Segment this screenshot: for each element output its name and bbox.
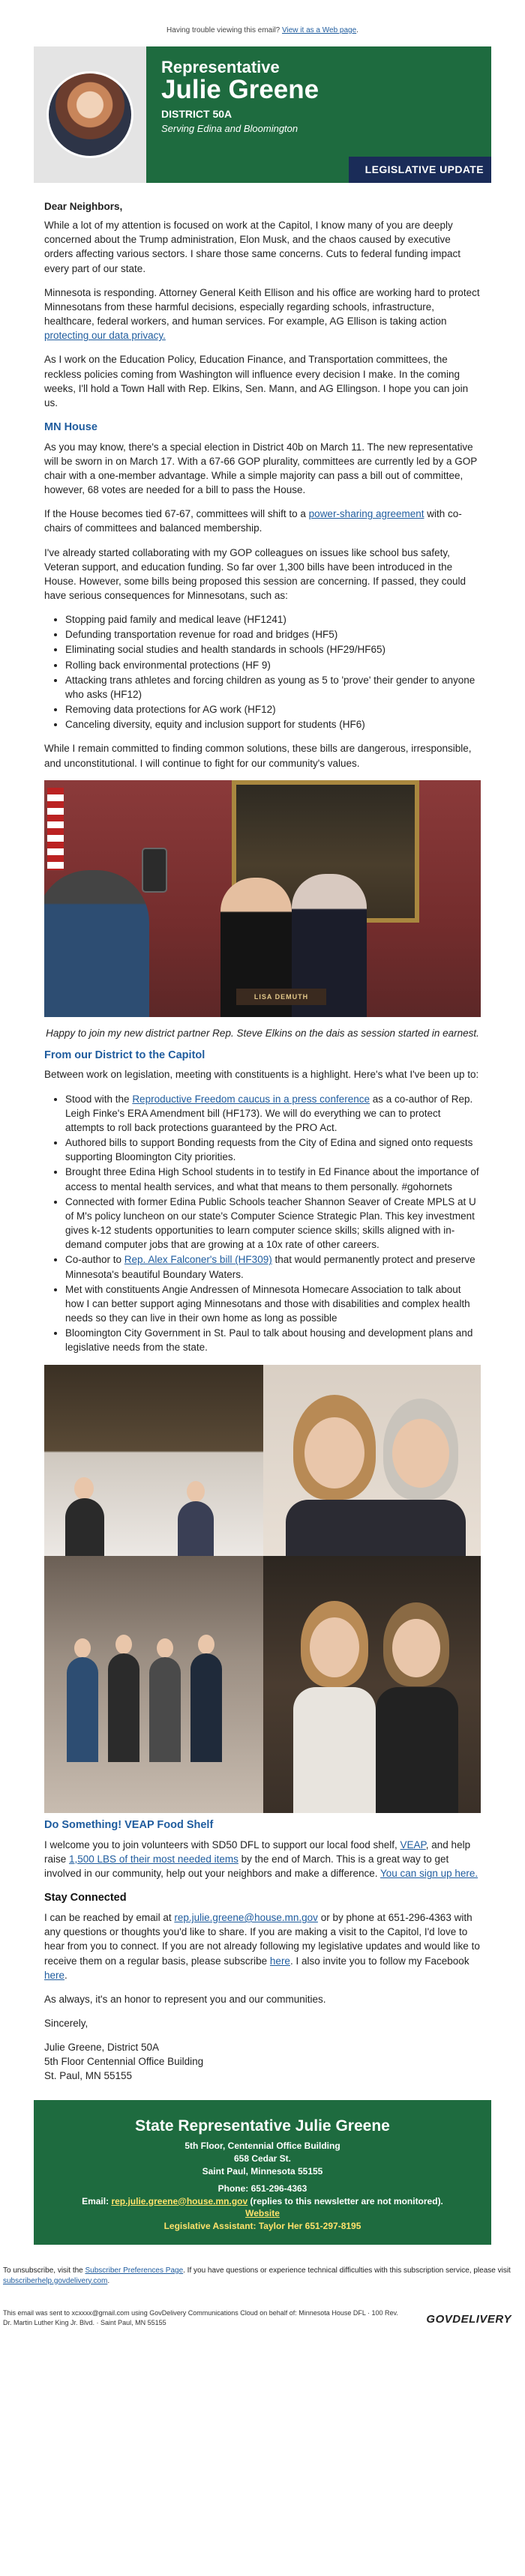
mn-house-heading: MN House	[44, 421, 98, 434]
list-item: • Stood with the Reproductive Freedom caucus in a press conference as a co-author of Rep. Leigh Finke's ERA Amendment bill (HF173). We will do everything we can to protect attempts to roll back protections guaranteed by the PRO Act.	[65, 1092, 481, 1135]
person-shape	[376, 1687, 458, 1813]
dais-photo	[44, 780, 481, 1017]
selfie-photo	[263, 1365, 481, 1556]
district-heading: From our District to the Capitol	[44, 1049, 206, 1061]
footer-phone: Phone: 651-296-4363	[218, 2183, 308, 2194]
person-shape	[67, 1657, 98, 1762]
header-portrait-panel	[34, 46, 146, 183]
facebook-here-link[interactable]: here	[44, 1969, 65, 1981]
contact-footer	[34, 2100, 491, 2245]
hearing-room-photo	[44, 1365, 263, 1556]
face-shape	[198, 1635, 214, 1654]
intro-paragraph-3: As I work on the Education Policy, Education Finance, and Transportation committees, the reckless policies coming from Washington will influence every decision I make. In the coming weeks, I'll hold a Town Hall with Rep. Elkins, Sen. Mann, and AG Ellingson. I hope you can join us.	[44, 354, 469, 408]
sender-footer	[0, 2286, 525, 2328]
newsletter-frame	[34, 46, 491, 2245]
photographer-shape	[44, 870, 149, 1017]
face-shape	[187, 1481, 205, 1502]
footer-address-line: 658 Cedar St.	[233, 2153, 292, 2165]
speaker-nameplate: LISA DEMUTH	[236, 989, 326, 1005]
greeting: Dear Neighbors,	[44, 201, 123, 212]
list-item: • Attacking trans athletes and forcing children as young as 5 to 'prove' their gender to anyone who asks (HF12)	[65, 673, 481, 702]
signature-block	[44, 2040, 481, 2083]
bills-list	[65, 612, 481, 732]
closing-paragraph: As always, it's an honor to represent you and our communities.	[44, 1993, 326, 2005]
list-item: • Eliminating social studies and health standards in schools (HF29/HF65)	[65, 642, 481, 657]
face-shape	[392, 1419, 449, 1488]
subscribe-here-link[interactable]: here	[269, 1955, 290, 1967]
list-item: • Connected with former Edina Public Schools teacher Shannon Seaver of Create MPLS at U of M's policy luncheon on our state's Computer Science Strategic Plan. This key investment gives k-12 students opportunities to learn computer science skills; skills aligned with in-demand computer jobs that are growing at a 10x rate of other careers.	[65, 1195, 481, 1252]
legislative-update-badge: LEGISLATIVE UPDATE	[349, 157, 491, 183]
header-name: Julie Greene	[161, 75, 320, 105]
portrait-photo	[46, 71, 134, 158]
footer-title: State Representative Julie Greene	[135, 2117, 390, 2135]
data-privacy-link[interactable]: protecting our data privacy.	[44, 330, 166, 342]
press-conference-link[interactable]: Reproductive Freedom caucus in a press conference	[132, 1093, 370, 1105]
list-item: • Bloomington City Government in St. Paul to talk about housing and development plans and legislative needs from the state.	[65, 1326, 481, 1354]
list-item: • Authored bills to support Bonding requests from the City of Edina and signed onto requests supporting Bloomington City priorities.	[65, 1135, 481, 1164]
signature-line: 5th Floor Centennial Office Building	[44, 2056, 204, 2068]
veap-paragraph: I welcome you to join volunteers with SD50 DFL to support our local food shelf, VEAP, and help raise 1,500 LBS of their most needed items by the end of March. This is a great way to get involved in our community, help out your neighbors and make a difference. You can sign up here.	[44, 1839, 478, 1880]
face-shape	[116, 1635, 132, 1654]
stay-connected-paragraph: I can be reached by email at rep.julie.greene@house.mn.gov or by phone at 651-296-4363 with any questions or thoughts you'd like to share. If you are making a visit to the Capitol, I'd love to hear from you to connect. If you are not already following my legislative updates and would like to receive them on a regular basis, please subscribe here. I also invite you to follow my Facebook here.	[44, 1912, 480, 1981]
mn-house-paragraph-2: If the House becomes tied 67-67, committees will shift to a power-sharing agreement with co-chairs of committees and balanced membership.	[44, 508, 462, 534]
person-shape	[65, 1498, 104, 1556]
photo-grid	[44, 1365, 481, 1813]
footer-email-link[interactable]: rep.julie.greene@house.mn.gov	[111, 2195, 248, 2207]
face-shape	[392, 1619, 440, 1677]
list-item: • Canceling diversity, equity and inclusion support for students (HF6)	[65, 717, 481, 732]
mn-house-paragraph-1: As you may know, there's a special election in District 40b on March 11. The new representative will be sworn in on March 17. With a 67-66 GOP plurality, committees are currently led by a GOP chair with a one-member advantage. While a simple majority can pass a bill out of committee, however, 68 votes are needed for a bill to pass the House.	[44, 441, 477, 496]
veap-heading: Do Something! VEAP Food Shelf	[44, 1819, 214, 1832]
face-shape	[74, 1477, 94, 1500]
signoff: Sincerely,	[44, 2018, 88, 2029]
footer-assistant: Legislative Assistant: Taylor Her 651-297-8195	[164, 2221, 362, 2232]
needed-items-link[interactable]: 1,500 LBS of their most needed items	[69, 1853, 238, 1865]
footer-email-line: Email: rep.julie.greene@house.mn.gov (replies to this newsletter are not monitored).	[82, 2195, 443, 2207]
flag-shape	[47, 788, 64, 870]
unsubscribe-notice: To unsubscribe, visit the Subscriber Preferences Page. If you have questions or experience technical difficulties with this subscription service, please visit subscriberhelp.govdelivery.com.	[3, 2266, 511, 2285]
phone-shape	[142, 848, 167, 893]
face-shape	[304, 1417, 364, 1488]
person-shape	[293, 1687, 376, 1813]
intro-paragraph-1: While a lot of my attention is focused on work at the Capitol, I know many of you are deeply concerned about the Trump administration, Elon Musk, and the chaos caused by executive orders affecting various sectors. I share those same concerns. Cuts to federal funding impact every part of our state.	[44, 220, 461, 274]
list-item: • Co-author to Rep. Alex Falconer's bill (HF309) that would permanently protect and preserve Minnesota's beautiful Boundary Waters.	[65, 1252, 481, 1281]
list-item: • Met with constituents Angie Andressen of Minnesota Homecare Association to talk about how I can better support aging Minnesotans and those with disabilities and complex health needs so they can live in their own home as long as possible	[65, 1282, 481, 1325]
person-shape	[149, 1657, 181, 1762]
trouble-viewing-text: Having trouble viewing this email?	[166, 26, 280, 34]
group-photo	[44, 1556, 263, 1813]
capitol-photo	[263, 1556, 481, 1813]
sender-info: This email was sent to xcxxxx@gmail.com using GovDelivery Communications Cloud on behalf of: Minnesota House DFL · 100 Rev. Dr. Martin Luther King Jr. Blvd. · Saint Paul, MN 55155	[3, 2309, 398, 2326]
dais-photo-caption: Happy to join my new district partner Rep. Steve Elkins on the dais as session started in earnest.	[46, 1027, 479, 1039]
newsletter-header	[34, 46, 491, 183]
govdelivery-logo: GOVDELIVERY	[426, 2313, 512, 2326]
header-title-panel	[146, 46, 491, 183]
footer-address-line: Saint Paul, Minnesota 55155	[202, 2166, 323, 2177]
district-intro: Between work on legislation, meeting with constituents is a highlight. Here's what I've been up to:	[44, 1069, 479, 1081]
header-serving: Serving Edina and Bloomington	[161, 122, 298, 134]
subscriber-help-link[interactable]: subscriberhelp.govdelivery.com	[3, 2276, 108, 2285]
web-page-link[interactable]: View it as a Web page	[282, 26, 357, 34]
list-item: • Defunding transportation revenue for road and bridges (HF5)	[65, 627, 481, 642]
sign-up-link[interactable]: You can sign up here.	[380, 1868, 478, 1880]
hf309-link[interactable]: Rep. Alex Falconer's bill (HF309)	[124, 1254, 272, 1266]
mn-house-paragraph-3: I've already started collaborating with my GOP colleagues on issues like school bus safety, Veteran support, and education funding. So far over 1,300 bills have been introduced in the House. However, some bills being proposed this session are concerning. If passed, they could have serious consequences for Minnesotans, such as:	[44, 546, 466, 602]
signature-line: St. Paul, MN 55155	[44, 2070, 133, 2082]
header-district: DISTRICT 50A	[161, 107, 232, 120]
district-activity-list	[65, 1092, 481, 1355]
mn-house-paragraph-4: While I remain committed to finding common solutions, these bills are dangerous, irresponsible, and unconstitutional. I will continue to fight for our community's values.	[44, 743, 472, 769]
newsletter-body	[34, 183, 491, 2084]
power-sharing-link[interactable]: power-sharing agreement	[308, 508, 424, 520]
footer-website-link[interactable]: Website	[245, 2208, 280, 2219]
signature-line: Julie Greene, District 50A	[44, 2042, 160, 2054]
face-shape	[157, 1638, 173, 1658]
header-representative: Representative	[161, 58, 280, 76]
top-notice-bar: Having trouble viewing this email? View it as a Web page.	[166, 26, 358, 34]
list-item: • Stopping paid family and medical leave (HF1241)	[65, 612, 481, 627]
list-item: • Removing data protections for AG work (HF12)	[65, 702, 481, 717]
person-shape	[286, 1500, 466, 1556]
person-shape	[178, 1501, 214, 1556]
person-shape	[190, 1653, 222, 1762]
face-shape	[310, 1617, 359, 1677]
person-shape	[108, 1653, 140, 1762]
list-item: • Brought three Edina High School students in to testify in Ed Finance about the importance of access to mental health services, and what that means to them personally. #gohornets	[65, 1165, 481, 1193]
list-item: • Rolling back environmental protections (HF 9)	[65, 658, 481, 672]
email-link[interactable]: rep.julie.greene@house.mn.gov	[174, 1912, 318, 1924]
subscriber-preferences-link[interactable]: Subscriber Preferences Page	[85, 2266, 184, 2275]
footer-address-line: 5th Floor, Centennial Office Building	[184, 2141, 340, 2152]
stay-connected-heading: Stay Connected	[44, 1892, 127, 1904]
veap-link[interactable]: VEAP	[400, 1839, 426, 1851]
face-shape	[74, 1638, 91, 1658]
intro-paragraph-2: Minnesota is responding. Attorney General Keith Ellison and his office are working hard to protect Minnesotans from these harmful decisions, especially regarding schools, infrastructure, healthcare, federal workers, and human services. For example, AG Ellison is taking action protecting our data privacy.	[44, 286, 480, 342]
